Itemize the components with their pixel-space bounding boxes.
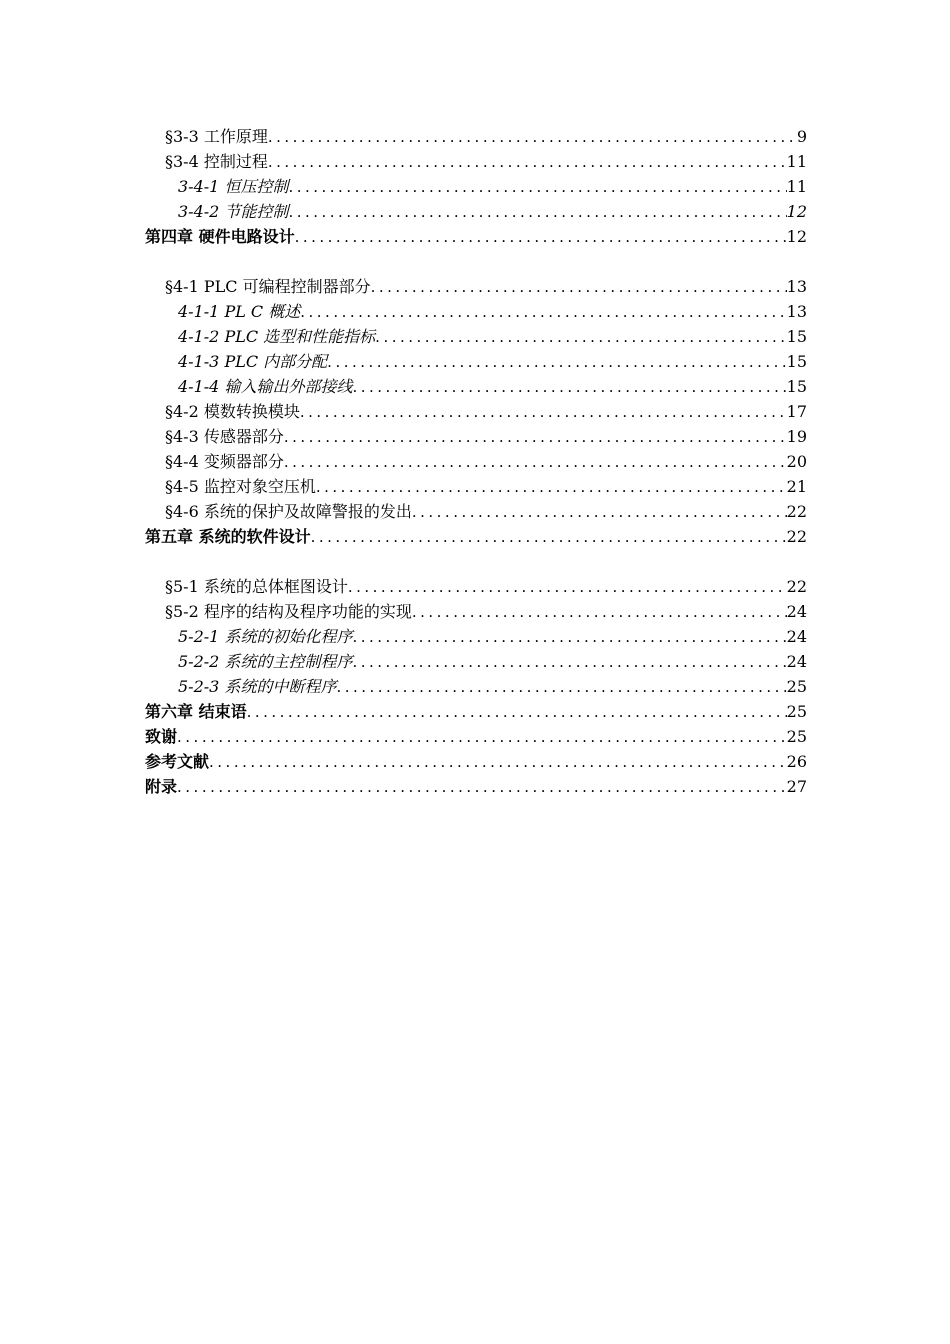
toc-subsection-entry[interactable] xyxy=(145,374,807,399)
toc-page-number: 9 xyxy=(796,127,807,146)
toc-dot-leader xyxy=(311,525,787,550)
toc-dot-leader xyxy=(336,675,786,700)
toc-page-number: 24 xyxy=(786,627,807,646)
toc-page-number: 25 xyxy=(786,727,807,746)
toc-dot-leader xyxy=(300,400,787,425)
toc-entry-title: §4-6 系统的保护及故障警报的发出 xyxy=(165,502,412,521)
toc-page-number: 12 xyxy=(786,227,807,246)
toc-chapter-entry[interactable] xyxy=(145,699,807,724)
toc-subsection-entry[interactable] xyxy=(145,624,807,649)
toc-entry-title: 第四章 硬件电路设计 xyxy=(145,227,295,246)
toc-dot-leader xyxy=(352,650,786,675)
toc-subsection-entry[interactable] xyxy=(145,674,807,699)
toc-page-number: 15 xyxy=(786,327,807,346)
toc-page-number: 22 xyxy=(786,527,807,546)
toc-dot-leader xyxy=(209,750,787,775)
toc-chapter-entry[interactable] xyxy=(145,224,807,249)
toc-entry-title: §4-1 PLC 可编程控制器部分 xyxy=(165,277,371,296)
toc-subsection-entry[interactable] xyxy=(145,199,807,224)
toc-dot-leader xyxy=(288,175,786,200)
toc-page-number: 25 xyxy=(786,702,807,721)
toc-section-entry[interactable] xyxy=(145,474,807,499)
toc-entry-title: 3-4-1 恒压控制 xyxy=(178,177,289,196)
toc-entry-title: §3-4 控制过程 xyxy=(165,152,268,171)
toc-page-number: 22 xyxy=(786,577,807,596)
toc-page-number: 25 xyxy=(786,677,807,696)
toc-section-entry[interactable] xyxy=(145,574,807,599)
toc-entry-title: 3-4-2 节能控制 xyxy=(178,202,289,221)
toc-subsection-entry[interactable] xyxy=(145,649,807,674)
toc-dot-leader xyxy=(284,450,787,475)
toc-dot-leader xyxy=(284,425,787,450)
toc-dot-leader xyxy=(177,725,787,750)
toc-dot-leader xyxy=(348,575,787,600)
toc-page-number: 21 xyxy=(786,477,807,496)
toc-dot-leader xyxy=(268,125,797,150)
toc-entry-title: 4-1-4 输入输出外部接线 xyxy=(178,377,353,396)
toc-subsection-entry[interactable] xyxy=(145,349,807,374)
toc-chapter-entry[interactable] xyxy=(145,524,807,549)
toc-section-entry[interactable] xyxy=(145,499,807,524)
toc-section-entry[interactable] xyxy=(145,599,807,624)
toc-page-number: 11 xyxy=(786,177,807,196)
toc-entry-title: 第六章 结束语 xyxy=(145,702,247,721)
toc-entry-title: §4-4 变频器部分 xyxy=(165,452,284,471)
toc-page-number: 22 xyxy=(786,502,807,521)
toc-entry-title: 第五章 系统的软件设计 xyxy=(145,527,311,546)
toc-subsection-entry[interactable] xyxy=(145,174,807,199)
toc-chapter-entry[interactable] xyxy=(145,749,807,774)
toc-entry-title: 5-2-2 系统的主控制程序 xyxy=(178,652,353,671)
toc-section-entry[interactable] xyxy=(145,424,807,449)
toc-entry-title: 5-2-1 系统的初始化程序 xyxy=(178,627,353,646)
toc-entry-title: 4-1-3 PLC 内部分配 xyxy=(178,352,328,371)
toc-page-number: 15 xyxy=(786,377,807,396)
toc-entry-title: 5-2-3 系统的中断程序 xyxy=(178,677,337,696)
toc-page-number: 24 xyxy=(786,602,807,621)
toc-dot-leader xyxy=(295,225,787,250)
toc-section-entry[interactable] xyxy=(145,124,807,149)
toc-entry-title: §4-3 传感器部分 xyxy=(165,427,284,446)
toc-entry-title: 4-1-1 PL C 概述 xyxy=(178,302,301,321)
toc-page-number: 20 xyxy=(786,452,807,471)
toc-dot-leader xyxy=(412,600,787,625)
toc-chapter-entry[interactable] xyxy=(145,724,807,749)
toc-dot-leader xyxy=(247,700,787,725)
toc-dot-leader xyxy=(412,500,787,525)
toc-page-number: 17 xyxy=(786,402,807,421)
toc-entry-title: §4-2 模数转换模块 xyxy=(165,402,300,421)
toc-subsection-entry[interactable] xyxy=(145,299,807,324)
toc-dot-leader xyxy=(352,375,786,400)
toc-page-number: 19 xyxy=(786,427,807,446)
toc-page-number: 27 xyxy=(786,777,807,796)
toc-page-number: 13 xyxy=(786,277,807,296)
toc-page-number: 26 xyxy=(786,752,807,771)
toc-dot-leader xyxy=(375,325,786,350)
toc-entry-title: §5-2 程序的结构及程序功能的实现 xyxy=(165,602,412,621)
toc-dot-leader xyxy=(352,625,786,650)
toc-entry-title: 4-1-2 PLC 选型和性能指标 xyxy=(178,327,376,346)
toc-entry-title: §4-5 监控对象空压机 xyxy=(165,477,316,496)
toc-page-number: 15 xyxy=(786,352,807,371)
toc-page-number: 11 xyxy=(786,152,807,171)
toc-dot-leader xyxy=(268,150,787,175)
toc-page-number: 24 xyxy=(786,652,807,671)
toc-section-entry[interactable] xyxy=(145,449,807,474)
toc-dot-leader xyxy=(300,300,786,325)
toc-page-number: 12 xyxy=(786,202,807,221)
toc-dot-leader xyxy=(177,775,787,800)
toc-section-entry[interactable] xyxy=(145,274,807,299)
toc-entry-title: 附录 xyxy=(145,777,178,796)
toc-dot-leader xyxy=(316,475,787,500)
toc-section-entry[interactable] xyxy=(145,399,807,424)
toc-entry-title: §5-1 系统的总体框图设计 xyxy=(165,577,348,596)
toc-subsection-entry[interactable] xyxy=(145,324,807,349)
toc-section-entry[interactable] xyxy=(145,149,807,174)
table-of-contents xyxy=(145,124,807,799)
toc-dot-leader xyxy=(371,275,787,300)
toc-entry-title: 致谢 xyxy=(145,727,178,746)
toc-dot-leader xyxy=(327,350,786,375)
toc-page-number: 13 xyxy=(786,302,807,321)
toc-chapter-entry[interactable] xyxy=(145,774,807,799)
toc-entry-title: 参考文献 xyxy=(145,752,210,771)
toc-entry-title: §3-3 工作原理 xyxy=(165,127,268,146)
toc-dot-leader xyxy=(288,200,786,225)
